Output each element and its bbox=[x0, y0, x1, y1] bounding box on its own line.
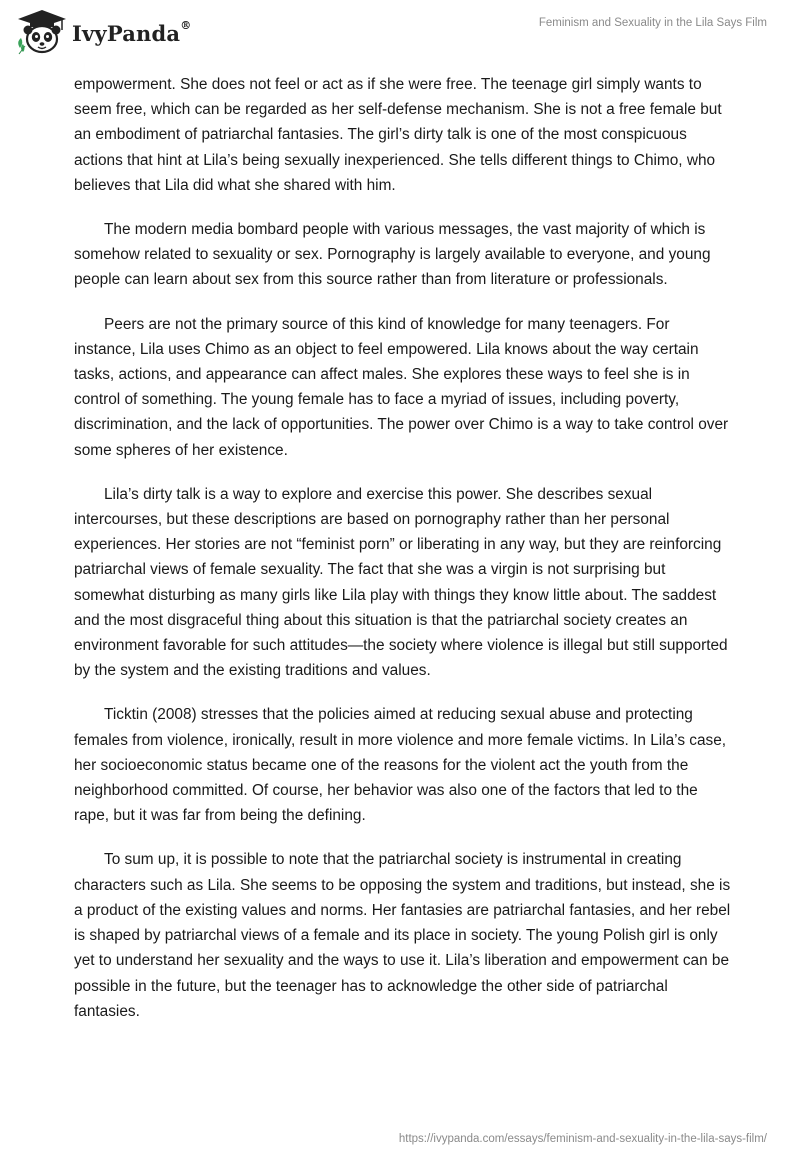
paragraph: empowerment. She does not feel or act as if she were free. The teenage girl simply wants to seem free, which can be regarded as her self-defense mechanism. She is not a free female but an embodiment of patriarchal fantasies. The girl’s dirty talk is one of the most conspicuous actions that hint at Lila’s being sexually inexperienced. She tells different things to Chimo, who believes that Lila did what she shared with him. bbox=[74, 76, 722, 194]
page-header bbox=[0, 0, 800, 62]
panda-graduate-logo-icon bbox=[14, 8, 70, 56]
brand-logo[interactable] bbox=[14, 8, 191, 56]
source-url: https://ivypanda.com/essays/feminism-and-sexuality-in-the-lila-says-film/ bbox=[398, 1133, 767, 1145]
paragraph: Ticktin (2008) stresses that the policies aimed at reducing sexual abuse and protecting females from violence, ironically, result in more violence and more female victims. In Lila’s case, her socioeconomic status became one of the reasons for the violent act the youth from the neighborhood committed. Of course, her behavior was also one of the factors that led to the rape, but it was far from being the defining. bbox=[74, 706, 727, 825]
paragraph: Lila’s dirty talk is a way to explore and exercise this power. She describes sexual intercourses, but these descriptions are based on pornography rather than her personal experiences. Her stories are not “feminist porn” or liberating in any way, but they are reinforcing patriarchal views of female sexuality. The fact that she was a virgin is not surprising but somewhat disturbing as many girls like Lila play with things they know little about. The saddest and the most disgraceful thing about this situation is that the patriarchal society creates an environment favorable for such attitudes—the society where violence is illegal but still supported by the system and the existing traditions and values. bbox=[74, 485, 728, 680]
document-title: Feminism and Sexuality in the Lila Says Film bbox=[538, 17, 767, 29]
paragraph: Peers are not the primary source of this kind of knowledge for many teenagers. For instance, Lila uses Chimo as an object to feel empowered. Lila knows about the way certain tasks, actions, and appearance can affect males. She explores these ways to feel she is in control of something. The young female has to face a myriad of issues, including poverty, discrimination, and the lack of opportunities. The power over Chimo is a way to take control over some spheres of her existence. bbox=[74, 315, 729, 459]
brand-name: IvyPanda® bbox=[72, 18, 192, 46]
paragraph: The modern media bombard people with various messages, the vast majority of which is somehow related to sexuality or sex. Pornography is largely available to everyone, and young people can learn about sex from this source rather than from literature or professionals. bbox=[74, 221, 711, 289]
registered-mark: ® bbox=[180, 18, 192, 32]
paragraph: To sum up, it is possible to note that the patriarchal society is instrumental in creating characters such as Lila. She seems to be opposing the system and traditions, but instead, she is a product of the existing values and norms. Her fantasies are patriarchal fantasies, and her rebel is shaped by patriarchal views of a female and its place in society. The young Polish girl is only yet to understand her sexuality and the ways to use it. Lila’s liberation and empowerment can be possible in the future, but the teenager has to acknowledge the other side of patriarchal fantasies. bbox=[74, 851, 731, 1020]
essay-body bbox=[74, 72, 734, 1043]
